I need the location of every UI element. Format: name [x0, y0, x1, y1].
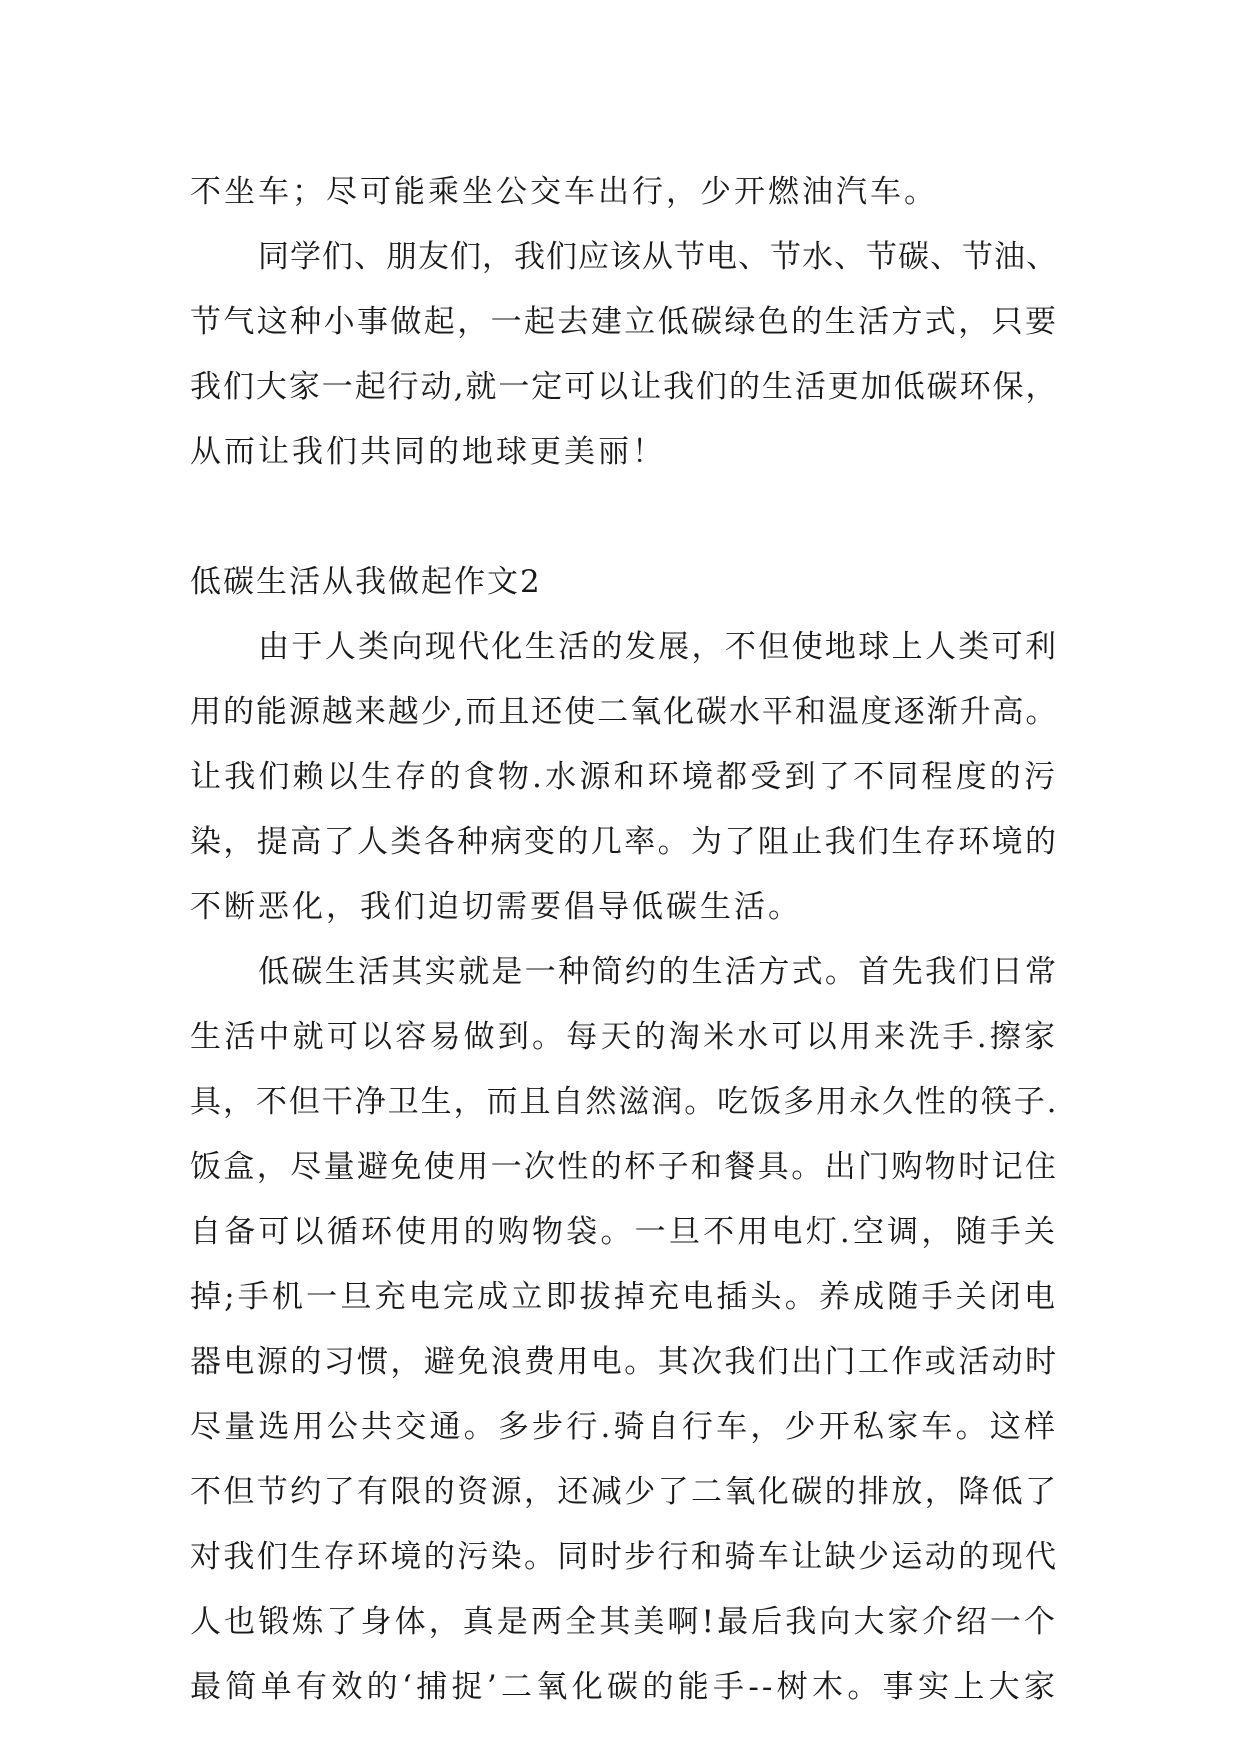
text-line: 我们大家一起行动,就一定可以让我们的生活更加低碳环保， [190, 369, 1058, 405]
text-line: 由于人类向现代化生活的发展，不但使地球上人类可利 [258, 629, 1058, 665]
document-body [190, 160, 1058, 1720]
heading-text: 低碳生活从我做起作文2 [190, 564, 542, 600]
text-line: 人也锻炼了身体，真是两全其美啊!最后我向大家介绍一个 [190, 1604, 1058, 1640]
text-line: 不但节约了有限的资源，还减少了二氧化碳的排放，降低了 [190, 1474, 1058, 1510]
text-line: 对我们生存环境的污染。同时步行和骑车让缺少运动的现代 [190, 1539, 1058, 1575]
text-line: 具，不但干净卫生，而且自然滋润。吃饭多用永久性的筷子. [190, 1084, 1058, 1120]
text-line: 让我们赖以生存的食物.水源和环境都受到了不同程度的污 [190, 759, 1058, 795]
text-line: 生活中就可以容易做到。每天的淘米水可以用来洗手.擦家 [190, 1019, 1058, 1055]
section-heading [190, 550, 1058, 615]
text-line: 掉;手机一旦充电完成立即拔掉充电插头。养成随手关闭电 [190, 1279, 1058, 1315]
text-line: 最简单有效的‘捕捉’二氧化碳的能手--树木。事实上大家 [190, 1669, 1058, 1705]
text-line: 低碳生活其实就是一种简约的生活方式。首先我们日常 [258, 954, 1058, 990]
text-line: 用的能源越来越少,而且还使二氧化碳水平和温度逐渐升高。 [190, 694, 1058, 730]
text-line: 饭盒，尽量避免使用一次性的杯子和餐具。出门购物时记住 [190, 1149, 1058, 1185]
text-line: 尽量选用公共交通。多步行.骑自行车，少开私家车。这样 [190, 1409, 1058, 1445]
paragraph-2 [190, 615, 1058, 940]
text-line: 器电源的习惯，避免浪费用电。其次我们出门工作或活动时 [190, 1344, 1058, 1380]
continuation-paragraph [190, 160, 1058, 225]
paragraph-3 [190, 940, 1058, 1720]
paragraph-1 [190, 225, 1058, 485]
text-line: 不断恶化，我们迫切需要倡导低碳生活。 [190, 889, 802, 925]
text-line: 节气这种小事做起，一起去建立低碳绿色的生活方式，只要 [190, 304, 1058, 340]
text-line: 不坐车；尽可能乘坐公交车出行，少开燃油汽车。 [190, 174, 938, 210]
text-line: 从而让我们共同的地球更美丽！ [190, 434, 666, 470]
text-line: 染，提高了人类各种病变的几率。为了阻止我们生存环境的 [190, 824, 1058, 860]
text-line: 自备可以循环使用的购物袋。一旦不用电灯.空调，随手关 [190, 1214, 1058, 1250]
text-line: 同学们、朋友们，我们应该从节电、节水、节碳、节油、 [258, 239, 1058, 275]
